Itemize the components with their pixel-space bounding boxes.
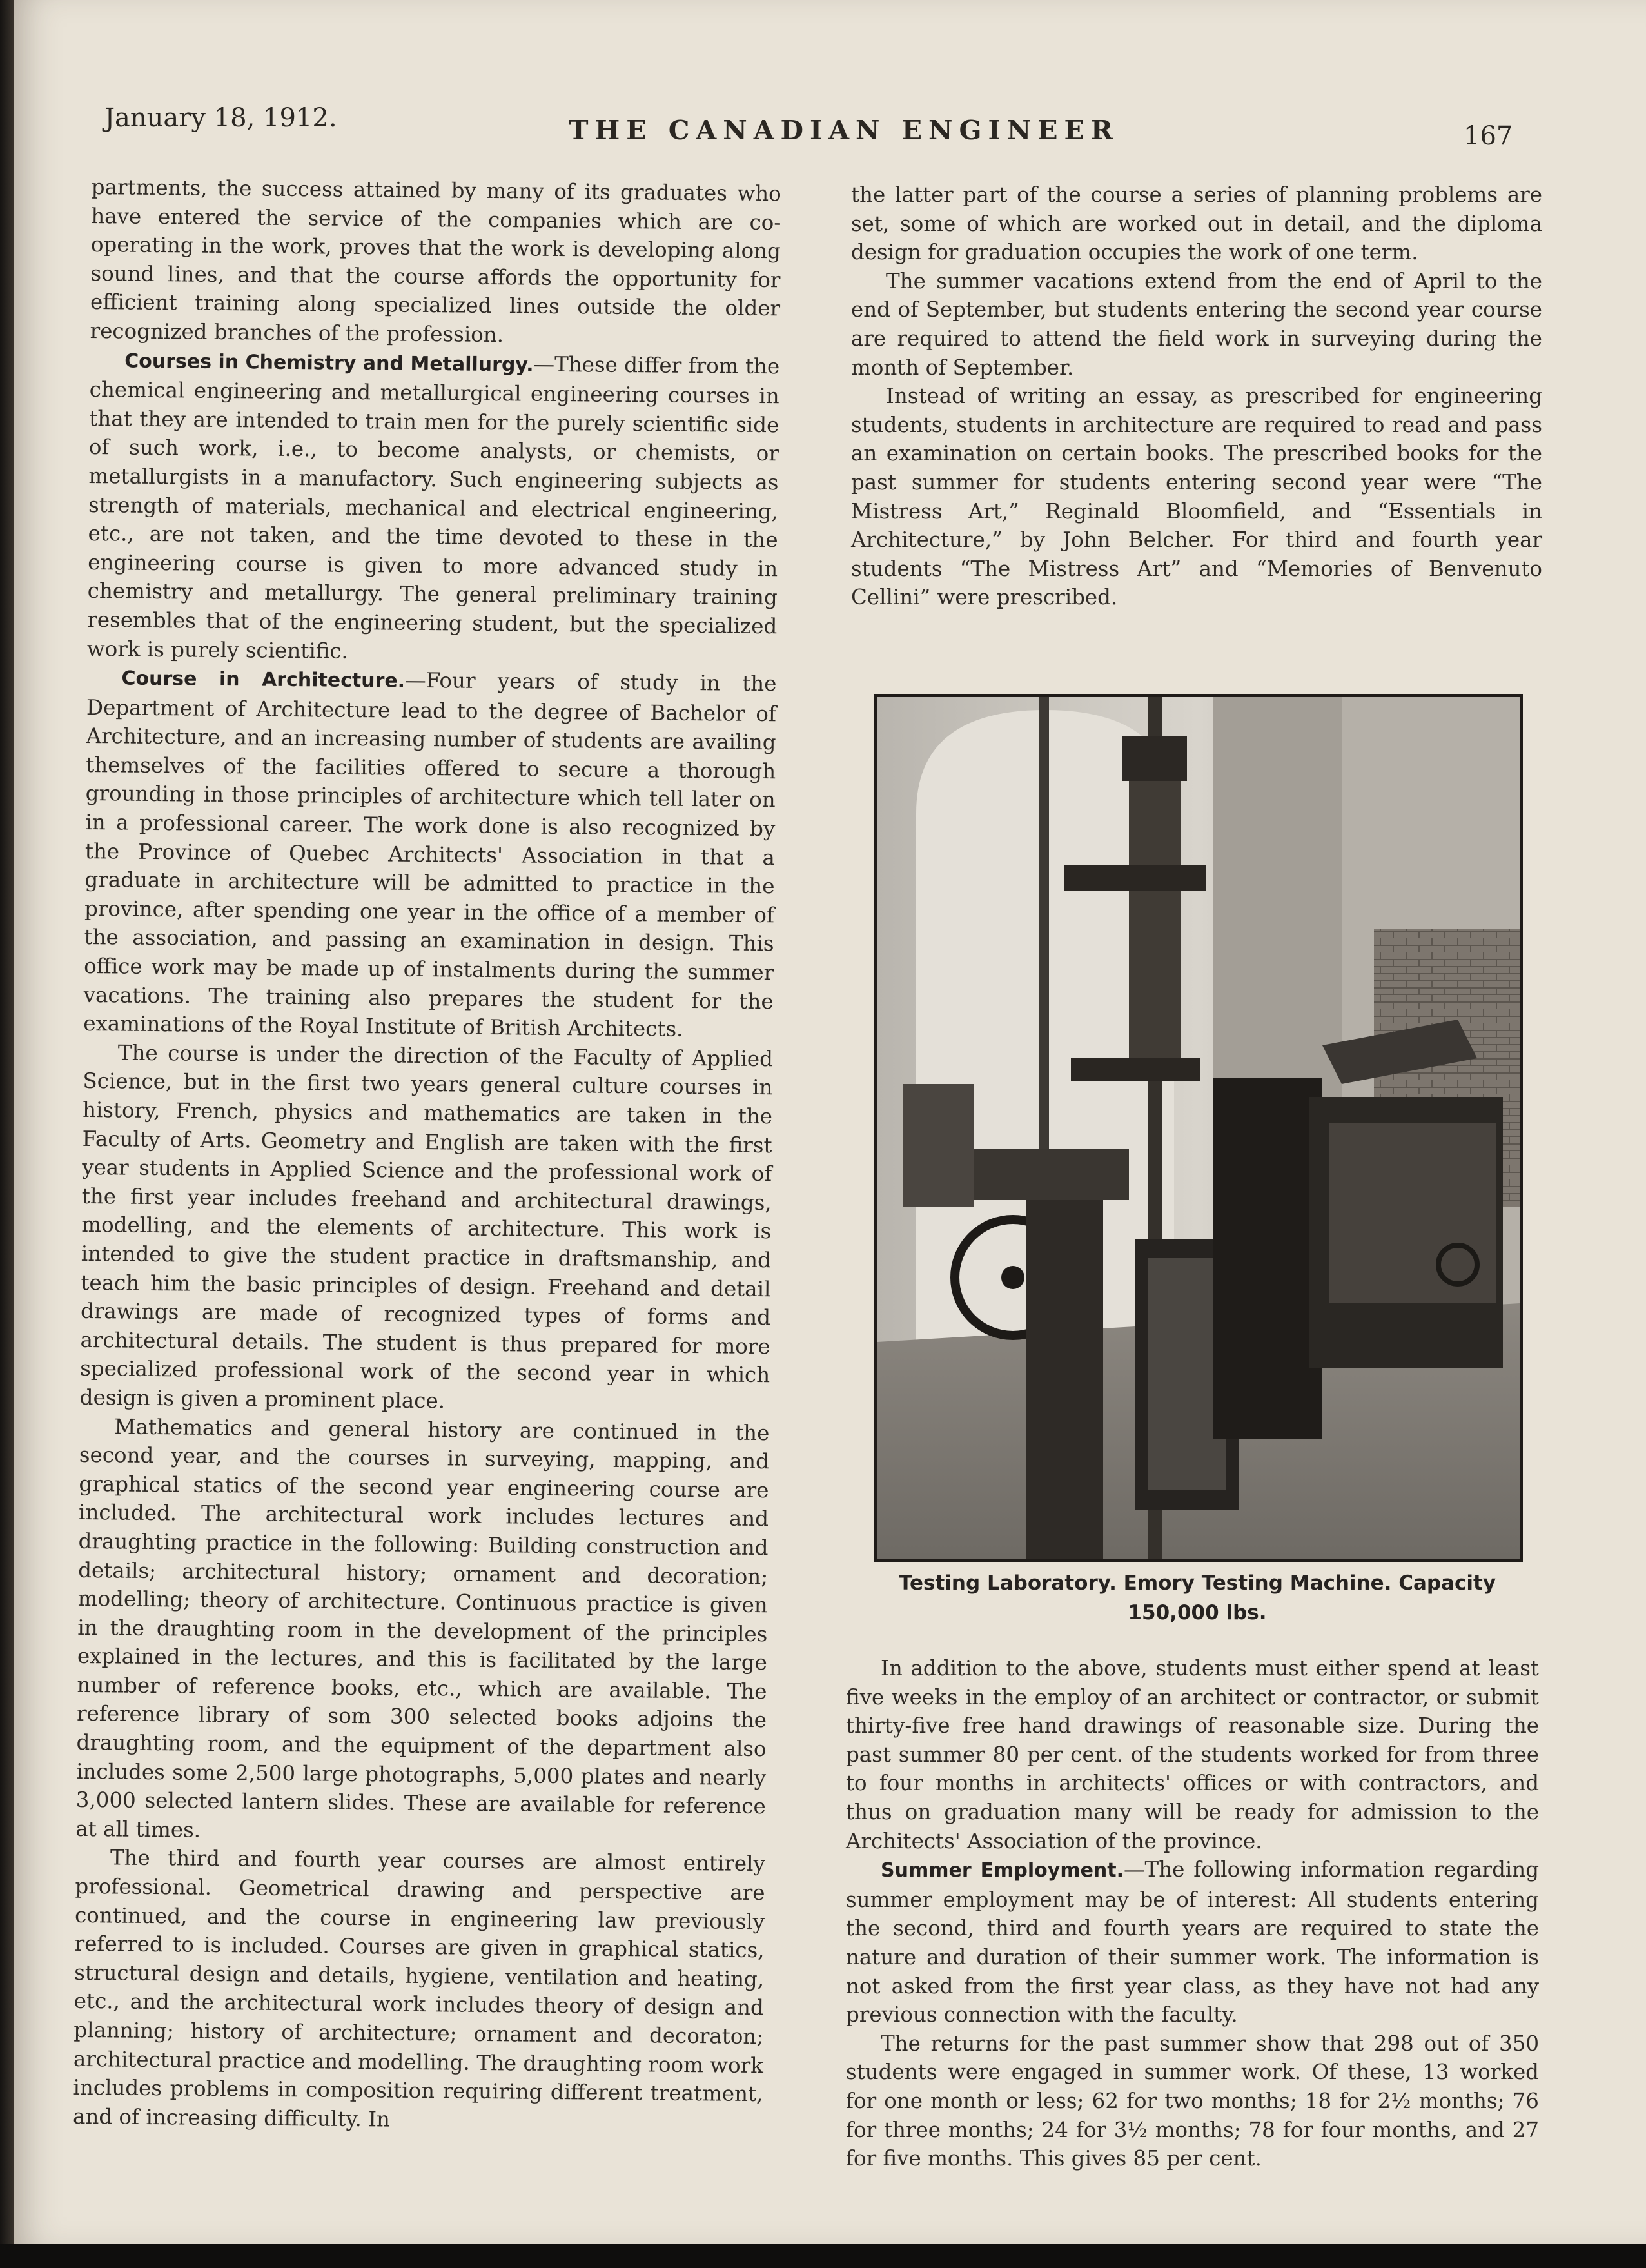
paragraph (83, 663, 777, 1045)
paragraph-text: —These differ from the chemical engineering and metallurgical engineering courses in that they are intended to train men for the purely scientific side of such work, i.e., to become analysts, or chemists, or metallurgists in a manufactory. Such engineering subjects as strength of materials, mechanical and electrical engineering, etc., are not taken, and the time devoted to these in the engineering course is given to more advanced study in chemistry and metallurgy. The general preliminary training resembles that of the engineering student, but the specialized work is purely scientific. (86, 351, 780, 664)
scan-bottom-edge (0, 2244, 1646, 2268)
paragraph: Instead of writing an essay, as prescribed for engineering students, students in architecture are required to read and pass an examination on certain books. The prescribed books for the past summer for students entering second year were “The Mistress Art,” Reginald Bloomfield, and “Essentials in Architecture,” by John Belcher. For third and fourth year students “The Mistress Art” and “Memories of Benvenuto Cellini” were prescribed. (851, 384, 1542, 610)
paragraph: The third and fourth year courses are almost entirely professional. Geometrical drawing and perspective are continued, and the course in engineering law previously referred to is included. Courses are given in graphical statics, structural design and details, hygiene, ventilation and heating, etc., and the architectural work includes theory of design and planning; history of architecture; ornament and decoraton; architectural practice and modelling. The draughting room work includes problems in composition requiring different treatment, and of increasing difficulty. In (72, 1845, 766, 2132)
section-heading-architecture: Course in Architecture. (121, 667, 406, 693)
book-binding-edge (0, 0, 14, 2268)
paragraph (87, 346, 780, 670)
paragraph: Mathematics and general history are continued in the second year, and the courses in surveying, mapping, and graphical statics of the second year engineering course are included. The architectural work includes lectures and draughting practice in the following: Building construction and details; architectural history; ornament and decoration; modelling; theory of architecture. Continuous practice is given in the draughting room in the development of the principles explained in the lectures, and this is facilitated by the large number of reference books, etc., which are available. The reference library of som 300 selected books adjoins the draughting room, and the equipment of the department also includes some 2,500 large photographs, 5,000 plates and nearly 3,000 selected lantern slides. These are available for reference at all times. (75, 1414, 770, 1842)
section-heading-summer-employment: Summer Employment. (881, 1859, 1124, 1882)
right-column-top (851, 181, 1542, 612)
paragraph (846, 1855, 1539, 2029)
journal-title: THE CANADIAN ENGINEER (569, 115, 1119, 146)
paragraph-text: —Four years of study in the Department of Architecture lead to the degree of Bachelor of Architecture, and an increasing number of students are availing themselves of the facilities offered to secure a thorough grounding in those principles of architecture which tell later on in a professional career. The work done is also recognized by the Province of Quebec Architects' Association in that a graduate in architecture will be admitted to practice in the province, after spending one year in the office of a member of the association, and passing an examination in design. This office work may be made up of instalments during the summer vacations. The training also prepares the student for the examinations of the Royal Institute of British Architects. (83, 667, 777, 1042)
page-number: 167 (1464, 121, 1513, 151)
right-column-bottom (846, 1654, 1539, 2173)
paragraph: In addition to the above, students must either spend at least five weeks in the employ of an architect or contractor, or submit thirty-five free hand drawings of reasonable size. During the past summer 80 per cent. of the students worked for from three to four months in architects' offices or with contractors, and thus on graduation many will be ready for admission to the Architects' Association of the province. (846, 1656, 1539, 1853)
paragraph: partments, the success attained by many of its graduates who have entered the service of the companies which are co-operating in the work, proves that the work is developing along sound lines, and that the course affords the opportunity for efficient training along specialized lines outside the older recognized branches of the profession. (90, 174, 781, 348)
caption-line: Testing Laboratory. Emory Testing Machine. Capacity (898, 1572, 1496, 1595)
paragraph: The returns for the past summer show that 298 out of 350 students were engaged in summer work. Of these, 13 worked for one month or less; 62 for two months; 18 for 2½ months; 76 for three months; 24 for 3½ months; 78 for four months, and 27 for five months. This gives 85 per cent. (846, 2031, 1539, 2171)
paragraph: the latter part of the course a series of planning problems are set, some of which are worked out in detail, and the diploma design for graduation occupies the work of one term. (851, 182, 1542, 265)
testing-machine-photograph (874, 694, 1523, 1562)
section-heading-chemistry: Courses in Chemistry and Metallurgy. (124, 350, 534, 377)
left-column (73, 173, 781, 2138)
paragraph-text: —The following information regarding summer employment may be of interest: All students entering the second, third and fourth years are required to state the nature and duration of their summer work. The information is not asked from the first year class, as they have not had any previous connection with the faculty. (846, 1857, 1540, 2027)
paragraph: The summer vacations extend from the end of April to the end of September, but students entering the second year course are required to attend the field work in surveying during the month of September. (851, 268, 1542, 380)
document-page (14, 0, 1646, 2244)
caption-line: 150,000 lbs. (1128, 1601, 1267, 1624)
paragraph: The course is under the direction of the Faculty of Applied Science, but in the first two years general culture courses in history, French, physics and mathematics are taken in the Faculty of Arts. Geometry and English are taken with the first year students in Applied Science and the professional work of the first year includes freehand and architectural drawings, modelling, and the elements of architecture. This work is intended to give the student practice in draftsmanship, and teach him the basic principles of design. Freehand and detail drawings are made of recognized types of forms and architectural details. The student is thus prepared for more specialized professional work of the second year in which design is given a prominent place. (79, 1040, 774, 1414)
issue-date: January 18, 1912. (104, 103, 337, 133)
figure-caption (852, 1568, 1542, 1628)
